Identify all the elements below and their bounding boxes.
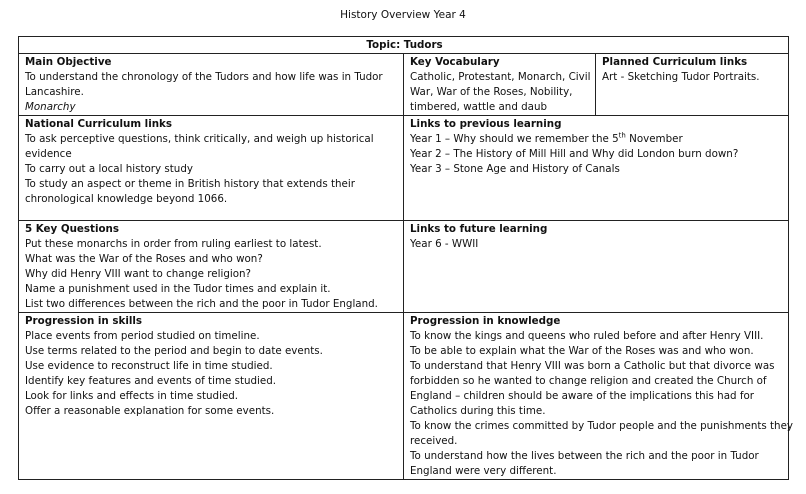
links-future-learning-heading: Links to future learning	[410, 223, 548, 235]
national-curriculum-links-heading: National Curriculum links	[25, 118, 173, 130]
national-curriculum-line: To ask perceptive questions, think critically, and weigh up historical	[25, 133, 374, 145]
progression-knowledge-line: England were very different.	[410, 465, 557, 477]
progression-knowledge-line: To know the crimes committed by Tudor people and the punishments they	[410, 420, 794, 432]
progression-skills-cell	[19, 313, 404, 480]
progression-knowledge-cell	[404, 313, 794, 480]
links-previous-learning-cell	[404, 116, 789, 221]
progression-knowledge-heading: Progression in knowledge	[410, 315, 561, 327]
links-previous-year2: Year 2 – The History of Mill Hill and Why did London burn down?	[410, 148, 739, 160]
progression-knowledge-line: To understand that Henry VIII was born a Catholic but that divorce was	[410, 360, 775, 372]
progression-skill: Offer a reasonable explanation for some events.	[25, 405, 275, 417]
progression-skill: Use terms related to the period and begin to date events.	[25, 345, 323, 357]
topic-cell	[19, 37, 789, 54]
progression-skill: Use evidence to reconstruct life in time studied.	[25, 360, 273, 372]
main-objective-cell	[19, 54, 404, 116]
progression-knowledge-line: To know the kings and queens who ruled before and after Henry VIII.	[410, 330, 764, 342]
key-question: What was the War of the Roses and who won?	[25, 253, 263, 265]
progression-knowledge-line: forbidden so he wanted to change religion and created the Church of	[410, 375, 767, 387]
key-question: Name a punishment used in the Tudor times and explain it.	[25, 283, 331, 295]
main-objective-line: Monarchy	[25, 101, 76, 113]
overview-table	[18, 36, 794, 480]
progression-skills-heading: Progression in skills	[25, 315, 143, 327]
national-curriculum-line: To study an aspect or theme in British history that extends their	[25, 178, 355, 190]
key-vocabulary-heading: Key Vocabulary	[410, 56, 500, 68]
planned-curriculum-links-cell	[596, 54, 789, 116]
document-title: History Overview Year 4	[340, 9, 466, 21]
main-objective-heading: Main Objective	[25, 56, 112, 68]
links-future-line: Year 6 - WWII	[410, 238, 479, 250]
year1-suffix: November	[625, 133, 683, 145]
progression-skill: Identify key features and events of time studied.	[25, 375, 277, 387]
progression-row	[19, 313, 789, 480]
national-curriculum-line: To carry out a local history study	[25, 163, 193, 175]
key-question: List two differences between the rich and the poor in Tudor England.	[25, 298, 378, 310]
national-curriculum-line: evidence	[25, 148, 72, 160]
progression-skill: Place events from period studied on timeline.	[25, 330, 260, 342]
topic-title: Topic: Tudors	[366, 39, 443, 51]
questions-row	[19, 221, 789, 313]
progression-knowledge-line: To be able to explain what the War of the Roses was and who won.	[410, 345, 754, 357]
key-questions-heading: 5 Key Questions	[25, 223, 120, 235]
key-question: Put these monarchs in order from ruling earliest to latest.	[25, 238, 322, 250]
progression-skill: Look for links and effects in time studied.	[25, 390, 239, 402]
progression-knowledge-line: received.	[410, 435, 458, 447]
national-curriculum-line: chronological knowledge beyond 1066.	[25, 193, 228, 205]
links-previous-learning-heading: Links to previous learning	[410, 118, 562, 130]
year1-ordinal-sup: th	[618, 131, 626, 140]
key-vocabulary-line: War, War of the Roses, Nobility,	[410, 86, 573, 98]
links-previous-year3: Year 3 – Stone Age and History of Canals	[410, 163, 620, 175]
curriculum-row	[19, 116, 789, 221]
planned-curriculum-links-line: Art - Sketching Tudor Portraits.	[602, 71, 760, 83]
planned-curriculum-links-heading: Planned Curriculum links	[602, 56, 748, 68]
key-vocabulary-cell	[404, 54, 596, 116]
key-vocabulary-line: timbered, wattle and daub	[410, 101, 548, 113]
main-objective-line: Lancashire.	[25, 86, 84, 98]
key-questions-cell	[19, 221, 404, 313]
links-future-learning-cell	[404, 221, 789, 313]
progression-knowledge-line: Catholics during this time.	[410, 405, 546, 417]
progression-knowledge-line: England – children should be aware of the implications this had for	[410, 390, 754, 402]
main-objective-line: To understand the chronology of the Tudors and how life was in Tudor	[25, 71, 383, 83]
key-vocabulary-line: Catholic, Protestant, Monarch, Civil	[410, 71, 591, 83]
key-question: Why did Henry VIII want to change religion?	[25, 268, 252, 280]
year1-text: Year 1 – Why should we remember the 5	[410, 133, 619, 145]
links-previous-year1	[410, 132, 784, 147]
topic-row	[19, 37, 789, 54]
objective-row	[19, 54, 789, 116]
national-curriculum-links-cell	[19, 116, 404, 221]
progression-knowledge-line: To understand how the lives between the rich and the poor in Tudor	[410, 450, 759, 462]
